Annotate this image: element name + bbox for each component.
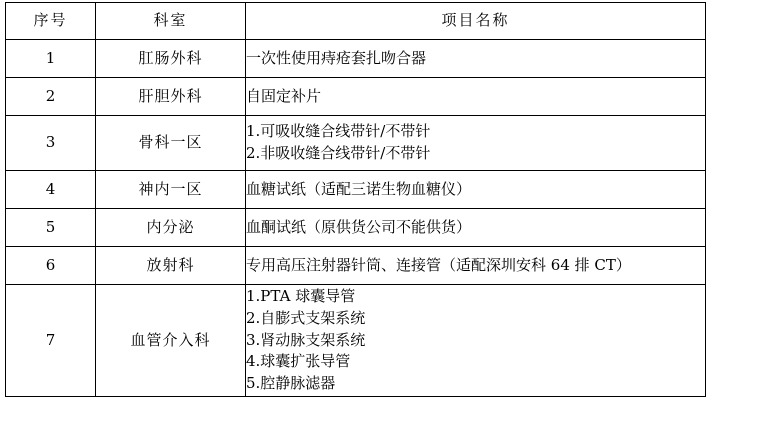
- item-line-list: [246, 286, 705, 395]
- item-line: 3.肾动脉支架系统: [246, 330, 366, 349]
- column-header-item-name: 项目名称: [246, 3, 706, 40]
- item-line: 5.腔静脉滤器: [246, 374, 336, 393]
- item-line-list: [246, 48, 705, 70]
- cell-department: 肝胆外科: [96, 78, 246, 116]
- item-line: 2.非吸收缝合线带针/不带针: [246, 144, 431, 162]
- item-line: 血糖试纸（适配三诺生物血糖仪）: [246, 179, 472, 198]
- cell-seq: 5: [6, 209, 96, 247]
- cell-department: 肛肠外科: [96, 40, 246, 78]
- item-line-list: [246, 179, 705, 201]
- cell-item-name: [246, 209, 706, 247]
- table-row: [6, 116, 706, 171]
- item-line: 自固定补片: [246, 86, 322, 105]
- item-line: 一次性使用痔疮套扎吻合器: [246, 48, 427, 67]
- table-row: [6, 40, 706, 78]
- cell-department: 骨科一区: [96, 116, 246, 171]
- cell-department: 血管介入科: [96, 285, 246, 397]
- table-row: [6, 78, 706, 116]
- cell-department: 放射科: [96, 247, 246, 285]
- cell-seq: 3: [6, 116, 96, 171]
- item-line-list: [246, 86, 705, 108]
- cell-item-name: [246, 285, 706, 397]
- item-line: 2.自膨式支架系统: [246, 308, 366, 327]
- item-line: 血酮试纸（原供货公司不能供货）: [246, 217, 472, 236]
- equipment-request-table: [5, 2, 706, 397]
- item-line: 1.PTA 球囊导管: [246, 287, 356, 306]
- cell-seq: 2: [6, 78, 96, 116]
- item-line-list: [246, 121, 705, 165]
- cell-item-name: [246, 171, 706, 209]
- item-line: 4.球囊扩张导管: [246, 352, 351, 371]
- cell-item-name: [246, 78, 706, 116]
- cell-item-name: [246, 247, 706, 285]
- cell-seq: 1: [6, 40, 96, 78]
- table-header-row: [6, 3, 706, 40]
- table-row: [6, 171, 706, 209]
- cell-item-name: [246, 40, 706, 78]
- item-line: 专用高压注射器针筒、连接管（适配深圳安科 64 排 CT）: [246, 255, 631, 274]
- document-page: [0, 2, 780, 432]
- cell-seq: 4: [6, 171, 96, 209]
- cell-seq: 6: [6, 247, 96, 285]
- cell-department: 神内一区: [96, 171, 246, 209]
- cell-item-name: [246, 116, 706, 171]
- cell-seq: 7: [6, 285, 96, 397]
- table-row: [6, 285, 706, 397]
- item-line-list: [246, 255, 705, 277]
- table-header: [6, 3, 706, 40]
- column-header-department: 科室: [96, 3, 246, 40]
- table-body: [6, 40, 706, 397]
- item-line: 1.可吸收缝合线带针/不带针: [246, 122, 431, 141]
- column-header-seq: 序号: [6, 3, 96, 40]
- table-row: [6, 209, 706, 247]
- cell-department: 内分泌: [96, 209, 246, 247]
- item-line-list: [246, 217, 705, 239]
- table-row: [6, 247, 706, 285]
